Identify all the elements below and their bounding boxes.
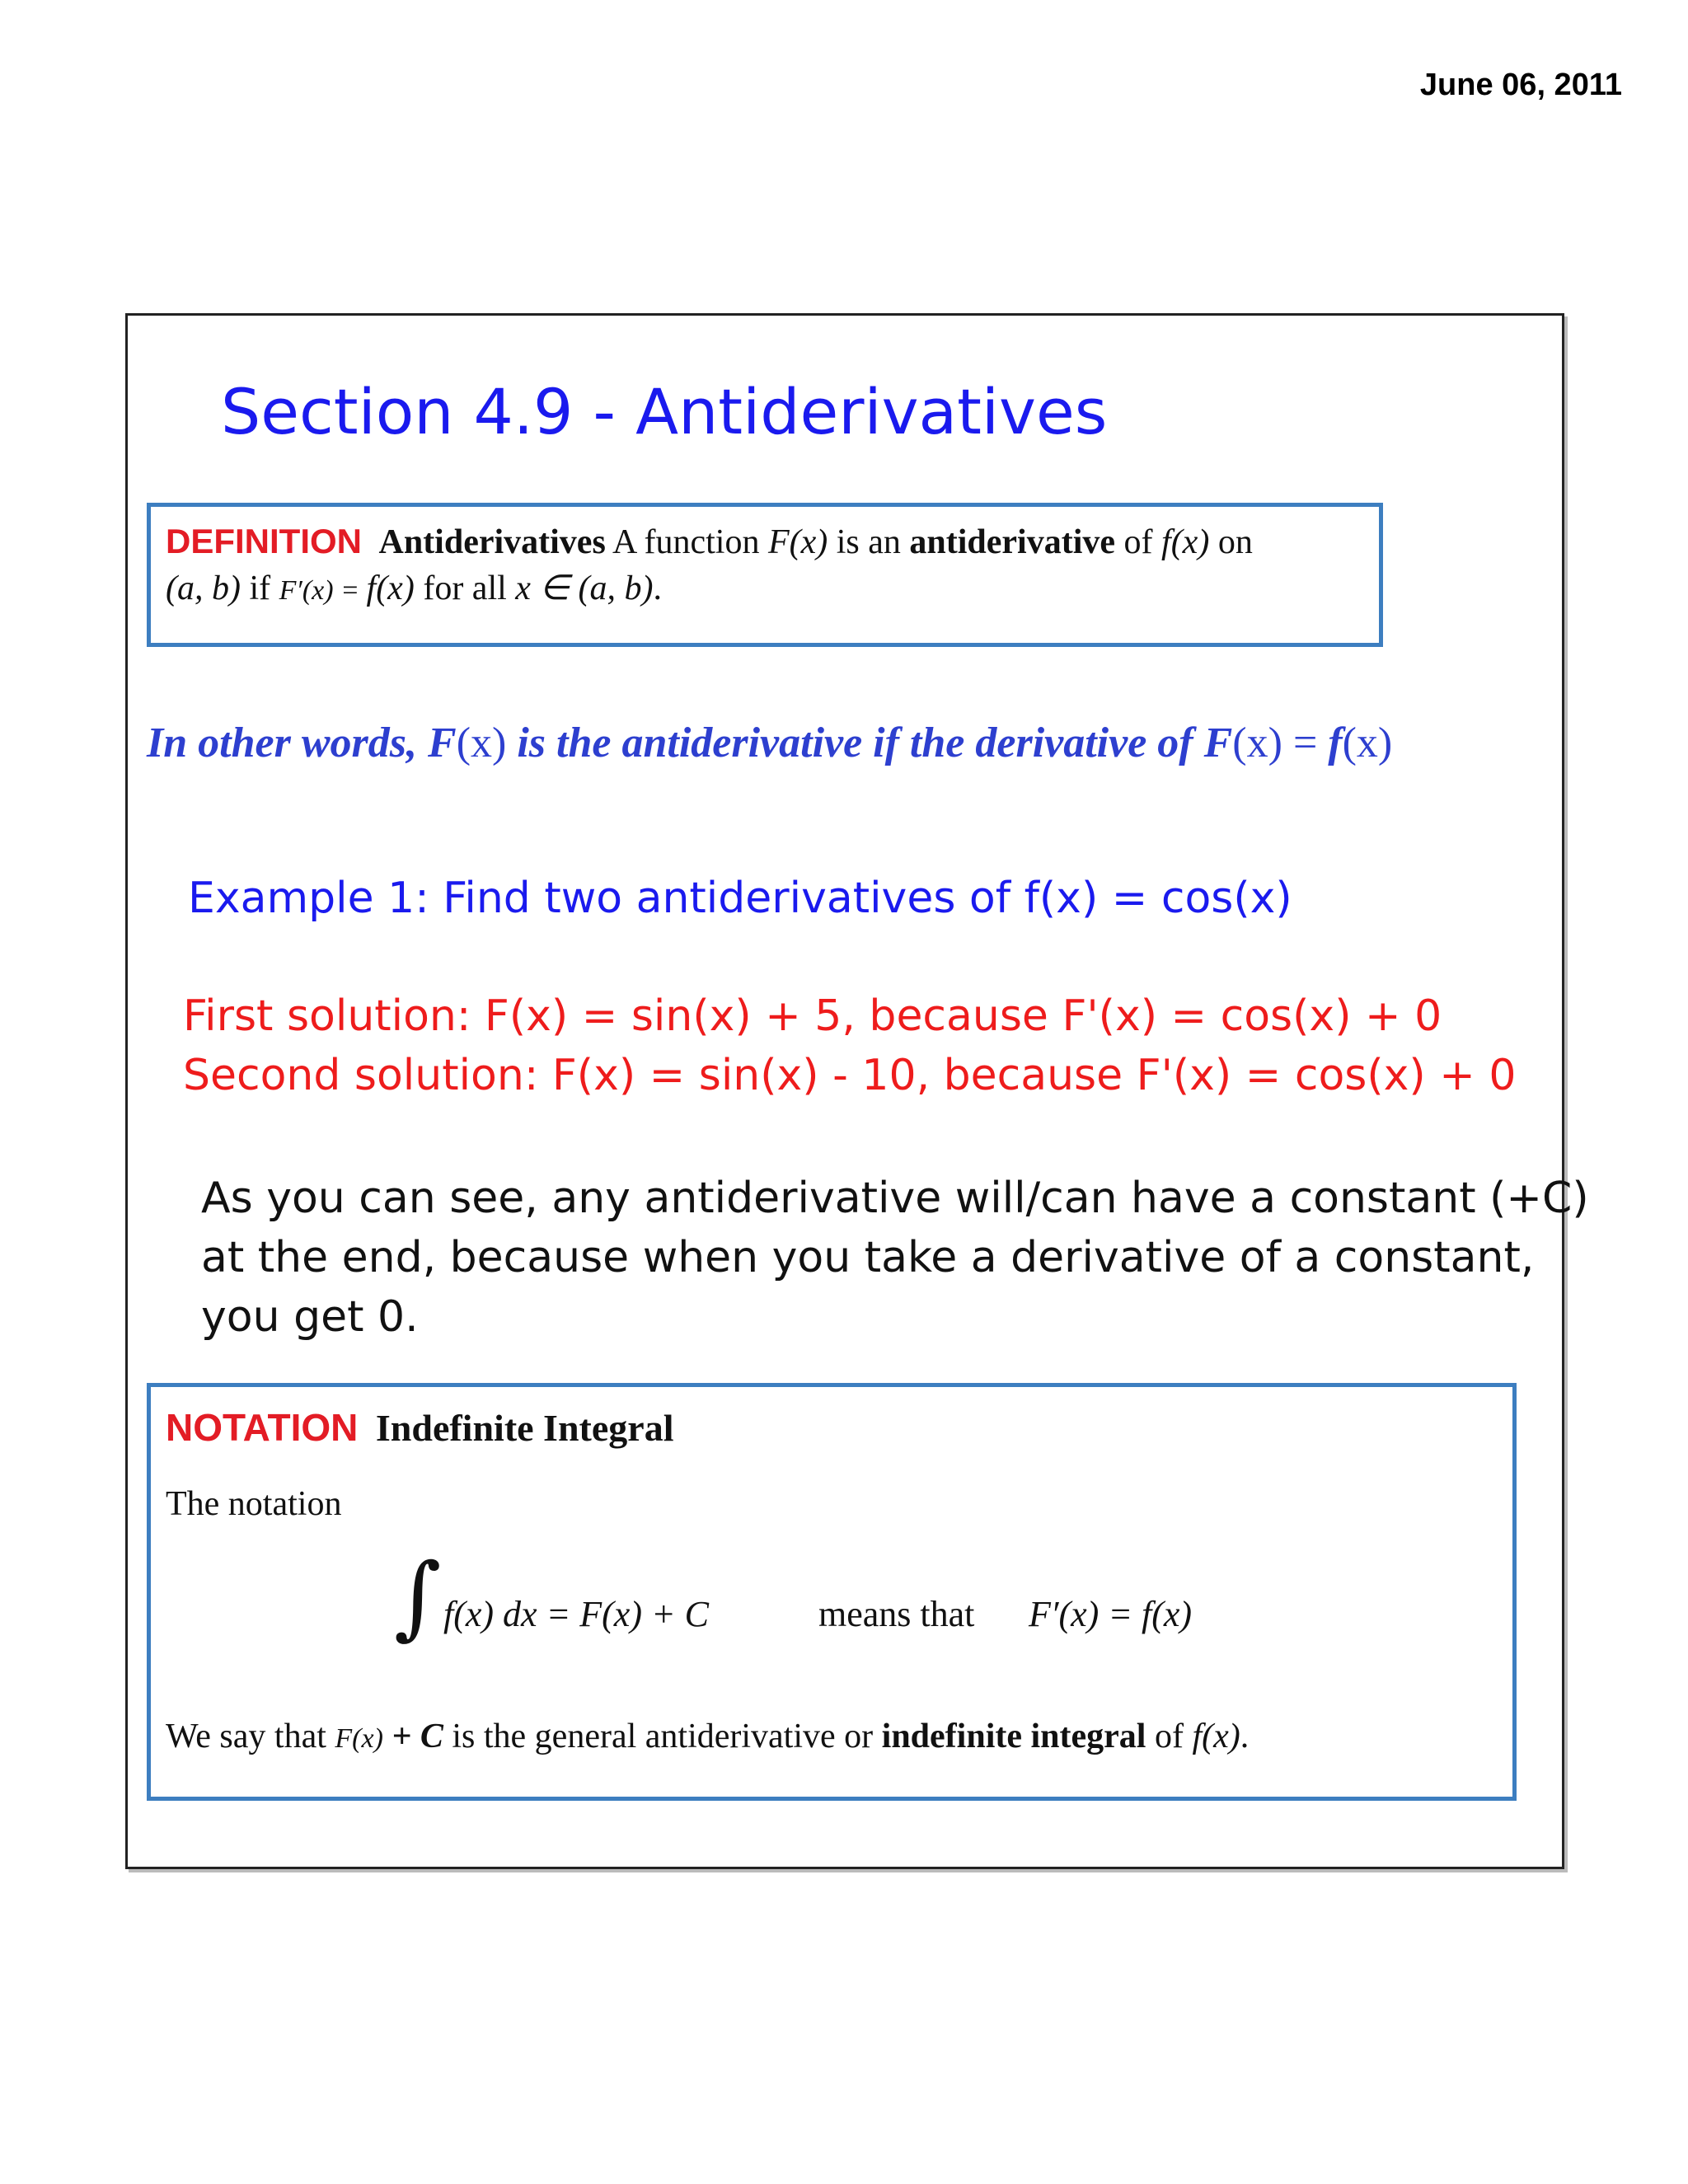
example-1: Example 1: Find two antiderivatives of f(x) = cos(x) [188,874,1292,923]
statement-text: is the antiderivative if the derivative of [506,719,1204,766]
definition-line-2 [166,567,662,608]
statement-text: is the general antiderivative or [443,1718,882,1755]
notation-box [147,1383,1517,1801]
page-date: June 06, 2011 [1419,68,1622,102]
formula-rhs: F′(x) = f(x) [1029,1594,1193,1634]
definition-text: of [1115,523,1162,561]
definition-F: F(x) [767,523,828,561]
notation-label: NOTATION [166,1406,359,1449]
statement-text: In other words, [147,719,428,766]
definition-text: if [240,569,279,607]
definition-label: DEFINITION [166,522,362,560]
statement-text: We say that [166,1718,335,1755]
statement-C: + C [382,1718,443,1755]
explanation-line: As you can see, any antiderivative will/can have a constant (+C) [201,1174,1589,1223]
formula-means: means that [818,1594,975,1634]
definition-text: for all [414,569,516,607]
notation-heading: Indefinite Integral [375,1407,674,1449]
definition-Fprime: F′(x) = [279,575,367,606]
formula-lhs: f(x) dx = F(x) + C [443,1594,710,1634]
statement-F: F [1203,719,1233,766]
explanation-line: you get 0. [201,1292,419,1342]
definition-text: is an [828,523,910,561]
statement-f: f [1328,719,1343,766]
definition-term: antiderivative [909,523,1116,561]
notation-intro: The notation [166,1485,342,1523]
definition-box [147,503,1383,647]
statement-equals: = [1282,719,1329,766]
explanation-line: at the end, because when you take a derivative of a constant, [201,1233,1535,1282]
definition-heading: Antiderivatives [378,523,606,561]
statement-text: . [1240,1718,1250,1755]
statement-x: (x) [456,719,507,766]
statement-term: indefinite integral [881,1718,1146,1755]
explanation-paragraph [201,1169,1589,1347]
definition-f: f(x) [1161,523,1210,561]
statement-x: (x) [1232,719,1282,766]
notation-header [166,1405,673,1450]
definition-interval: (a, b) [578,569,654,607]
definition-f: f(x) [366,569,415,607]
definition-text: . [653,569,662,607]
statement-F: F(x) [335,1723,383,1754]
integral-sign: ∫ [394,1544,442,1649]
statement-text: of [1146,1718,1193,1755]
statement-x: (x) [1342,719,1393,766]
second-solution: Second solution: F(x) = sin(x) - 10, because F'(x) = cos(x) + 0 [183,1051,1517,1100]
definition-text: on [1209,523,1253,561]
definition-x-in: x ∈ [515,569,579,607]
definition-line-1 [166,522,1253,562]
first-solution: First solution: F(x) = sin(x) + 5, because F'(x) = cos(x) + 0 [183,991,1442,1041]
notation-statement [166,1717,1249,1756]
other-words-statement [147,719,1392,767]
statement-F: F [428,719,457,766]
page-title: Section 4.9 - Antiderivatives [221,375,1108,448]
definition-text: A function [605,523,768,561]
definition-interval: (a, b) [166,569,241,607]
statement-f: f(x) [1192,1718,1240,1755]
